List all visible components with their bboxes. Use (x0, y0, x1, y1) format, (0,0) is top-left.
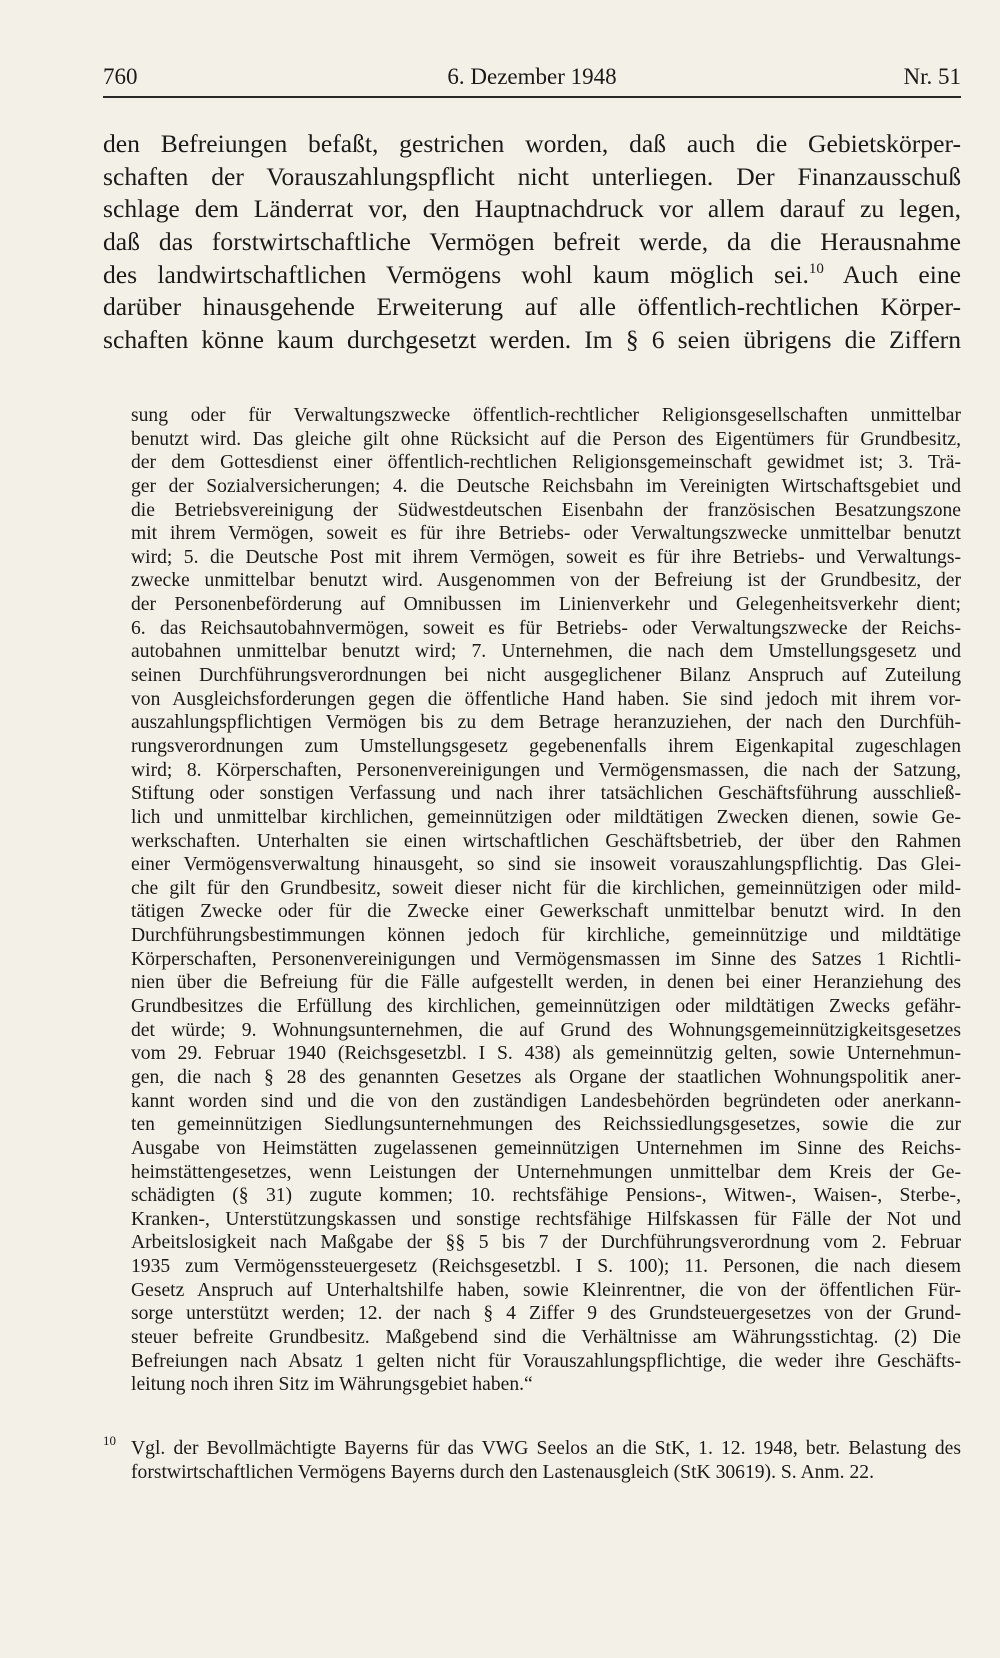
footnote-line: auszahlungspflichtigen Vermögen bis zu dem Betrage heranzuziehen, der nach den Durchfüh- (131, 712, 961, 734)
header-date: 6. Dezember 1948 (447, 64, 617, 89)
footnote-line: Vgl. der Bevollmächtigte Bayerns für das VWG Seelos an die StK, 1. 12. 1948, betr. Belastung des (131, 1438, 961, 1459)
main-text-line: darüber hinausgehende Erweiterung auf alle öffentlich-rechtlichen Körper- (103, 292, 961, 322)
footnote-line: von Ausgleichsforderungen gegen die öffentliche Hand haben. Sie sind jedoch mit ihrem vor- (131, 688, 961, 710)
footnote-line: Stiftung oder sonstigen Verfassung und nach ihrer tatsächlichen Geschäftsführung ausschließ- (131, 783, 961, 805)
footnote-line: Arbeitslosigkeit nach Maßgabe der §§ 5 bis 7 der Durchführungsverordnung vom 2. Februar (131, 1232, 961, 1254)
footnote-line: benutzt wird. Das gleiche gilt ohne Rücksicht auf die Person des Eigentümers für Grundbesitz, (131, 428, 961, 450)
main-text-line: den Befreiungen befaßt, gestrichen worden, daß auch die Gebietskörper- (103, 129, 961, 158)
footnote-line: Befreiungen nach Absatz 1 gelten nicht für Vorauszahlungspflichtige, die weder ihre Geschäfts- (131, 1350, 961, 1372)
issue-number: Nr. 51 (903, 64, 961, 89)
footnote-line: vom 29. Februar 1940 (Reichsgesetzbl. I S. 438) als gemeinnützig gelten, sowie Unternehmun- (131, 1043, 961, 1065)
footnote-line: sung oder für Verwaltungszwecke öffentlich-rechtlicher Religionsgesellschaften unmittelbar (131, 405, 961, 426)
footnote-line: die Betriebsvereinigung der Südwestdeutschen Eisenbahn der französischen Besatzungszone (131, 499, 961, 521)
footnote-line: Gesetz Anspruch auf Unterhaltshilfe haben, sowie Kleinrentner, die von der öffentlichen Für- (131, 1279, 961, 1301)
footnote-line: gen, die nach § 28 des genannten Gesetzes als Organe der staatlichen Wohnungspolitik aner- (131, 1066, 961, 1088)
footnote-line: nien über die Befreiung für die Fälle aufgestellt werden, in denen bei einer Heranziehung des (131, 972, 961, 994)
footnote-line: ger der Sozialversicherungen; 4. die Deutsche Reichsbahn im Vereinigten Wirtschaftsgebiet und (131, 475, 961, 497)
footnote-number: 10 (103, 1433, 116, 1448)
footnote-line: steuer befreite Grundbesitz. Maßgebend sind die Verhältnisse am Währungsstichtag. (2) Die (131, 1326, 961, 1348)
footnote-line: rungsverordnungen zum Umstellungsgesetz gegebenenfalls ihrem Eigenkapital zugeschlagen (131, 735, 961, 757)
footnote-line: ten gemeinnützigen Siedlungsunternehmungen des Reichssiedlungsgesetzes, sowie die zur (131, 1114, 961, 1136)
main-text-line: schlage dem Länderrat vor, den Hauptnachdruck vor allem darauf zu legen, (103, 194, 961, 224)
footnote-line: lich und unmittelbar kirchlichen, gemeinnützigen oder mildtätigen Zwecken dienen, sowie Ge- (131, 806, 961, 828)
footnote-line: mit ihrem Vermögen, soweit es für ihre Betriebs- oder Verwaltungszwecke unmittelbar benutzt (131, 523, 961, 545)
main-text-line: schaften der Vorauszahlungspflicht nicht unterliegen. Der Finanzausschuß (103, 161, 961, 191)
main-text-line-end: Auch eine (842, 259, 961, 289)
footnote-line: Grundbesitzes die Erfüllung des kirchlichen, gemeinnützigen oder mildtätigen Zwecks gefähr- (131, 996, 961, 1018)
running-header (103, 60, 961, 98)
footnote-line: autobahnen unmittelbar benutzt wird; 7. Unternehmen, die nach dem Umstellungsgesetz und (131, 641, 961, 663)
footnote-line: wird; 5. die Deutsche Post mit ihrem Vermögen, soweit es für ihre Betriebs- und Verwaltungs- (131, 546, 961, 568)
footnote-line: wird; 8. Körperschaften, Personenvereinigungen und Vermögensmassen, die nach der Satzung, (131, 759, 961, 781)
footnote-line: Durchführungsbestimmungen können jedoch für kirchliche, gemeinnützige und mildtätige (131, 925, 961, 947)
page-number: 760 (103, 64, 138, 89)
footnote-line: der dem Gottesdienst einer öffentlich-rechtlichen Religionsgemeinschaft gewidmet ist; 3. Trä- (131, 452, 961, 474)
footnote-line: tätigen Zwecke oder für die Zwecke einer Gewerkschaft unmittelbar benutzt wird. In den (131, 901, 961, 923)
footnote-line: Körperschaften, Personenvereinigungen und Vermögensmassen im Sinne des Satzes 1 Richtli- (131, 948, 961, 970)
main-text-line-start: des landwirtschaftlichen Vermögens wohl kaum möglich sei. (103, 259, 809, 289)
footnote-line: forstwirtschaftlichen Vermögens Bayerns durch den Lastenausgleich (StK 30619). S. Anm. 22. (131, 1461, 874, 1483)
footnote-continuation (131, 404, 961, 1397)
main-text-line-with-note (103, 259, 961, 292)
main-text-line: schaften könne kaum durchgesetzt werden. Im § 6 seien übrigens die Ziffern (103, 325, 961, 355)
footnote-line: der Personenbeförderung auf Omnibussen im Linienverkehr und Gelegenheitsverkehr dient; (131, 594, 961, 616)
footnote-line: schädigten (§ 31) zugute kommen; 10. rechtsfähige Pensions-, Witwen-, Waisen-, Sterbe-, (131, 1185, 961, 1207)
footnote-line: che gilt für den Grundbesitz, soweit dieser nicht für die kirchlichen, gemeinnützigen oder mild- (131, 877, 961, 899)
footnote-line: werkschaften. Unterhalten sie einen wirtschaftlichen Geschäftsbetrieb, der über den Rahmen (131, 830, 961, 852)
footnote-line: heimstättengesetzes, wenn Leistungen der Unternehmungen unmittelbar dem Kreis der Ge- (131, 1161, 961, 1183)
main-text (103, 128, 961, 357)
footnote-line: Ausgabe von Heimstätten zugelassenen gemeinnützigen Unternehmen im Sinne des Reichs- (131, 1137, 961, 1159)
main-text-line: daß das forstwirtschaftliche Vermögen befreit werde, da die Herausnahme (103, 227, 961, 257)
footnote-line: kannt worden sind und die von den zuständigen Landesbehörden begründeten oder anerkann- (131, 1090, 961, 1112)
footnote-reference: 10 (808, 260, 824, 277)
footnote-line: einer Vermögensverwaltung hinausgeht, so sind sie insoweit vorauszahlungspflichtig. Das Glei- (131, 854, 961, 876)
footnote-line: 1935 zum Vermögenssteuergesetz (Reichsgesetzbl. I S. 100); 11. Personen, die nach diesem (131, 1256, 961, 1278)
footnote-line: sorge unterstützt werden; 12. der nach § 4 Ziffer 9 des Grundsteuergesetzes von der Grund- (131, 1303, 961, 1325)
footnote-line: leitung noch ihren Sitz im Währungsgebiet haben.“ (131, 1374, 533, 1396)
footnote-line: seinen Durchführungsverordnungen bei nicht ausgeglichener Bilanz Anspruch auf Zuteilung (131, 665, 961, 687)
footnote-line: zwecke unmittelbar benutzt wird. Ausgenommen von der Befreiung ist der Grundbesitz, der (131, 570, 961, 592)
footnote-line: 6. das Reichsautobahnvermögen, soweit es für Betriebs- oder Verwaltungszwecke der Reichs- (131, 617, 961, 639)
footnote-line: Kranken-, Unterstützungskassen und sonstige rechtsfähige Hilfskassen für Fälle der Not und (131, 1208, 961, 1230)
footnote-line: det würde; 9. Wohnungsunternehmen, die auf Grund des Wohnungsgemeinnützigkeitsgesetzes (131, 1019, 961, 1041)
